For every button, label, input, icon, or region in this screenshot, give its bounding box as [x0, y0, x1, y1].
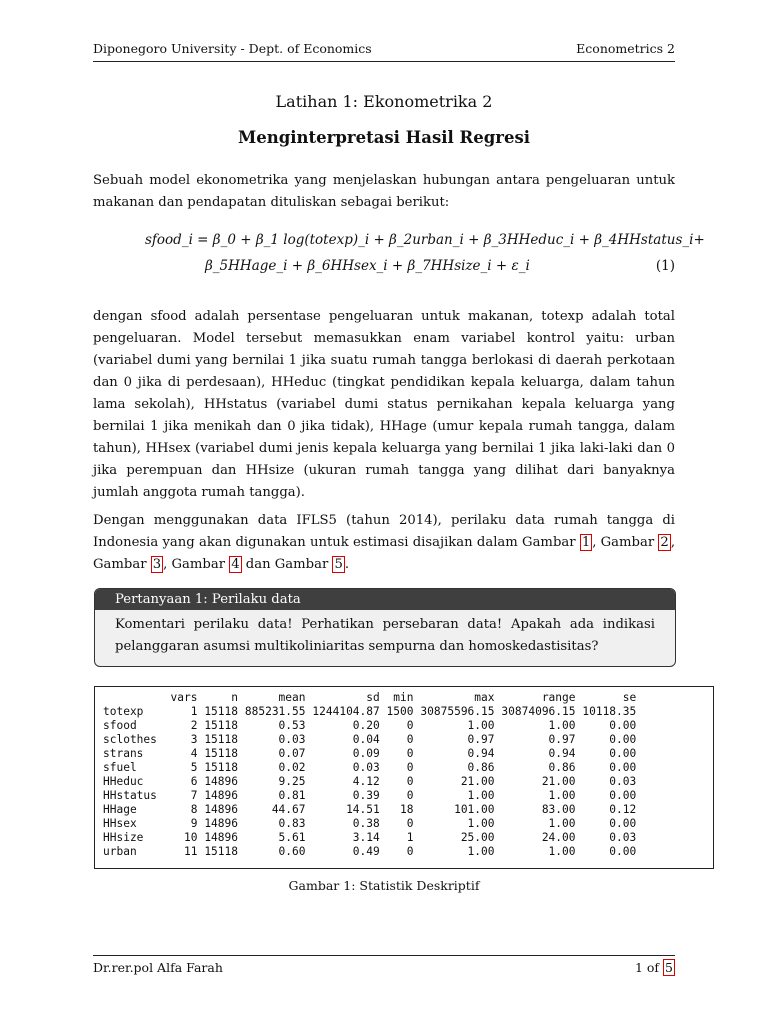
stats-value: 3 [190, 733, 198, 746]
stats-value: 1.00 [548, 845, 576, 858]
stats-header-cell: sd [366, 691, 380, 704]
stats-value: 5.61 [278, 831, 306, 844]
stats-header-cell: range [541, 691, 576, 704]
stats-value: 1 [190, 705, 198, 718]
stats-value: 1 [406, 831, 414, 844]
figure-ref-5[interactable]: 5 [334, 557, 343, 572]
stats-value: 0.00 [609, 789, 637, 802]
stats-value: 1.00 [467, 719, 495, 732]
question-box [94, 588, 676, 667]
stats-value: 0.12 [609, 803, 637, 816]
stats-variable-name: HHsex [103, 817, 137, 830]
stats-value: 14.51 [346, 803, 380, 816]
stats-header-cell: se [622, 691, 637, 704]
stats-header-cell: mean [278, 691, 306, 704]
figure-ref-1[interactable]: 1 [581, 535, 591, 550]
question-title: Pertanyaan 1: Perilaku data [95, 589, 675, 610]
stats-value: 0.03 [352, 761, 380, 774]
equation-number: (1) [655, 258, 675, 274]
stats-value: 6 [190, 775, 198, 788]
figure-ref-2[interactable]: 2 [660, 535, 669, 550]
data-paragraph-text: Dengan menggunakan data IFLS5 (tahun 2014), perilaku data rumah tangga di Indonesia yang akan digunakan untuk estimasi disajikan dalam Gambar [93, 513, 675, 550]
stats-value: 0.03 [278, 733, 306, 746]
page-number [635, 960, 675, 975]
stats-value: 4 [190, 747, 198, 760]
stats-header-cell: min [393, 691, 414, 704]
ref-prefix: Gambar [171, 557, 230, 572]
document-title: Latihan 1: Ekonometrika 2 [275, 92, 493, 111]
stats-value: 0.49 [352, 845, 380, 858]
stats-value: 1.00 [467, 845, 495, 858]
stats-row [103, 775, 636, 789]
stats-value: 0.20 [352, 719, 380, 732]
stats-value: 83.00 [541, 803, 576, 816]
stats-value: 0.00 [609, 733, 637, 746]
stats-value: 0.38 [352, 817, 380, 830]
stats-value: 0.86 [548, 761, 576, 774]
stats-header-row [103, 691, 636, 705]
footer-author: Dr.rer.pol Alfa Farah [93, 960, 223, 975]
stats-value: 0.03 [609, 775, 637, 788]
stats-value: 10 [184, 831, 198, 844]
stats-value: 1.00 [467, 817, 495, 830]
stats-value: 18 [400, 803, 414, 816]
stats-value: 0.07 [278, 747, 306, 760]
stats-variable-name: HHage [103, 803, 137, 816]
ref-separator: , Gambar [93, 535, 676, 572]
stats-value: 14896 [204, 789, 238, 802]
intro-paragraph: Sebuah model ekonometrika yang menjelaskan hubungan antara pengeluaran untuk makanan dan pendapatan dituliskan sebagai berikut: [93, 173, 675, 210]
stats-row [103, 803, 636, 817]
stats-value: 0 [406, 733, 414, 746]
stats-value: 0 [406, 747, 414, 760]
stats-value: 5 [190, 761, 198, 774]
stats-value: 0.97 [548, 733, 576, 746]
stats-row [103, 719, 636, 733]
stats-variable-name: HHeduc [103, 775, 144, 788]
stats-value: 0.97 [467, 733, 495, 746]
header-left: Diponegoro University - Dept. of Economics [93, 41, 372, 56]
page-footer [93, 955, 675, 975]
stats-value: 14896 [204, 817, 238, 830]
stats-header-cell [103, 691, 164, 705]
stats-value: 0.09 [352, 747, 380, 760]
header-right: Econometrics 2 [576, 41, 675, 56]
stats-value: 0 [406, 775, 414, 788]
stats-value: 24.00 [541, 831, 576, 844]
ref-separator: dan Gambar [241, 557, 333, 572]
descriptive-stats-output [94, 686, 714, 869]
stats-value: 10118.35 [582, 705, 637, 718]
stats-value: 0 [406, 719, 414, 732]
stats-variable-name: sfood [103, 719, 137, 732]
page-total-link[interactable]: 5 [665, 960, 673, 975]
stats-value: 0.00 [609, 817, 637, 830]
stats-value: 101.00 [454, 803, 495, 816]
document-subtitle: Menginterpretasi Hasil Regresi [237, 128, 531, 147]
stats-header-cell: max [474, 691, 495, 704]
stats-header-cell: n [231, 691, 238, 704]
stats-value: 1.00 [467, 789, 495, 802]
stats-value: 15118 [204, 733, 238, 746]
stats-row [103, 831, 636, 845]
stats-value: 0.00 [609, 761, 637, 774]
stats-value: 0.39 [352, 789, 380, 802]
question-body: Komentari perilaku data! Perhatikan persebaran data! Apakah ada indikasi pelanggaran asumsi multikoliniaritas sempurna dan homoskedastisitas? [115, 617, 655, 654]
stats-value: 0 [406, 761, 414, 774]
page-header [93, 41, 675, 62]
stats-value: 0.86 [467, 761, 495, 774]
stats-value: 14896 [204, 775, 238, 788]
figure-ref-4[interactable]: 4 [231, 557, 240, 572]
regression-equation [93, 232, 705, 282]
stats-value: 15118 [204, 705, 238, 718]
stats-value: 11 [184, 845, 198, 858]
stats-value: 1500 [386, 705, 414, 718]
stats-value: 0.60 [278, 845, 306, 858]
ref-separator: , Gambar [592, 535, 659, 550]
stats-value: 21.00 [460, 775, 495, 788]
stats-value: 0.53 [278, 719, 306, 732]
stats-table [103, 691, 636, 859]
stats-variable-name: urban [103, 845, 137, 858]
stats-variable-name: sfuel [103, 761, 137, 774]
stats-variable-name: HHsize [103, 831, 144, 844]
figure-ref-3[interactable]: 3 [152, 557, 162, 572]
stats-header-cell: vars [170, 691, 198, 704]
equation-line-1: sfood_i = β_0 + β_1 log(totexp)_i + β_2urban_i + β_3HHeduc_i + β_4HHstatus_i+ [145, 232, 705, 248]
stats-value: 2 [190, 719, 198, 732]
stats-value: 0.00 [609, 845, 637, 858]
ref-separator: , [163, 557, 168, 572]
stats-value: 0 [406, 845, 414, 858]
stats-row [103, 705, 636, 719]
stats-row [103, 733, 636, 747]
stats-value: 0.04 [352, 733, 380, 746]
stats-value: 21.00 [541, 775, 576, 788]
stats-value: 0.94 [548, 747, 576, 760]
stats-value: 14896 [204, 803, 238, 816]
stats-value: 25.00 [460, 831, 495, 844]
stats-row [103, 817, 636, 831]
stats-value: 0.81 [278, 789, 306, 802]
stats-value: 885231.55 [244, 705, 306, 718]
stats-value: 1.00 [548, 719, 576, 732]
stats-value: 0.83 [278, 817, 306, 830]
stats-variable-name: strans [103, 747, 144, 760]
stats-value: 8 [190, 803, 198, 816]
stats-value: 1.00 [548, 789, 576, 802]
stats-row [103, 845, 636, 859]
stats-value: 44.67 [271, 803, 306, 816]
data-paragraph [93, 510, 675, 576]
stats-value: 30874096.15 [501, 705, 576, 718]
stats-value: 15118 [204, 761, 238, 774]
stats-value: 0.02 [278, 761, 306, 774]
stats-variable-name: HHstatus [103, 789, 157, 802]
stats-value: 9 [190, 817, 198, 830]
stats-value: 15118 [204, 719, 238, 732]
variables-paragraph: dengan sfood adalah persentase pengeluaran untuk makanan, totexp adalah total pengeluaran. Model tersebut memasukkan enam variabel kontrol yaitu: urban (variabel dumi yang bernilai 1 jika suatu rumah tangga berlokasi di daerah perkotaan dan 0 jika di perdesaan), HHeduc (tingkat pendidikan kepala keluarga, dalam tahun lama sekolah), HHstatus (variabel dumi status pernikahan kepala keluarga yang bernilai 1 jika menikah dan 0 jika tidak), HHage (umur kepala rumah tangga, dalam tahun), HHsex (variabel dumi jenis kepala keluarga yang bernilai 1 jika laki-laki dan 0 jika perempuan dan HHsize (ukuran rumah tangga yang dilihat dari banyaknya jumlah anggota rumah tangga). [93, 309, 675, 500]
stats-value: 30875596.15 [420, 705, 495, 718]
ref-end: . [344, 557, 350, 572]
page-prefix: 1 of [634, 960, 664, 975]
stats-variable-name: sclothes [103, 733, 157, 746]
stats-value: 3.14 [352, 831, 380, 844]
stats-value: 0.00 [609, 719, 637, 732]
equation-line-2: β_5HHage_i + β_6HHsex_i + β_7HHsize_i + ε_i [205, 258, 530, 274]
stats-value: 15118 [204, 747, 238, 760]
stats-value: 0.03 [609, 831, 637, 844]
stats-value: 0 [406, 789, 414, 802]
stats-value: 15118 [204, 845, 238, 858]
stats-row [103, 789, 636, 803]
stats-value: 1.00 [548, 817, 576, 830]
stats-value: 0.00 [609, 747, 637, 760]
figure-caption: Gambar 1: Statistik Deskriptif [288, 878, 480, 893]
stats-value: 7 [190, 789, 198, 802]
stats-variable-name: totexp [103, 705, 144, 718]
stats-row [103, 747, 636, 761]
stats-value: 14896 [204, 831, 238, 844]
stats-value: 0.94 [467, 747, 495, 760]
stats-value: 4.12 [352, 775, 380, 788]
stats-value: 1244104.87 [312, 705, 380, 718]
stats-value: 0 [406, 817, 414, 830]
stats-row [103, 761, 636, 775]
stats-value: 9.25 [278, 775, 306, 788]
